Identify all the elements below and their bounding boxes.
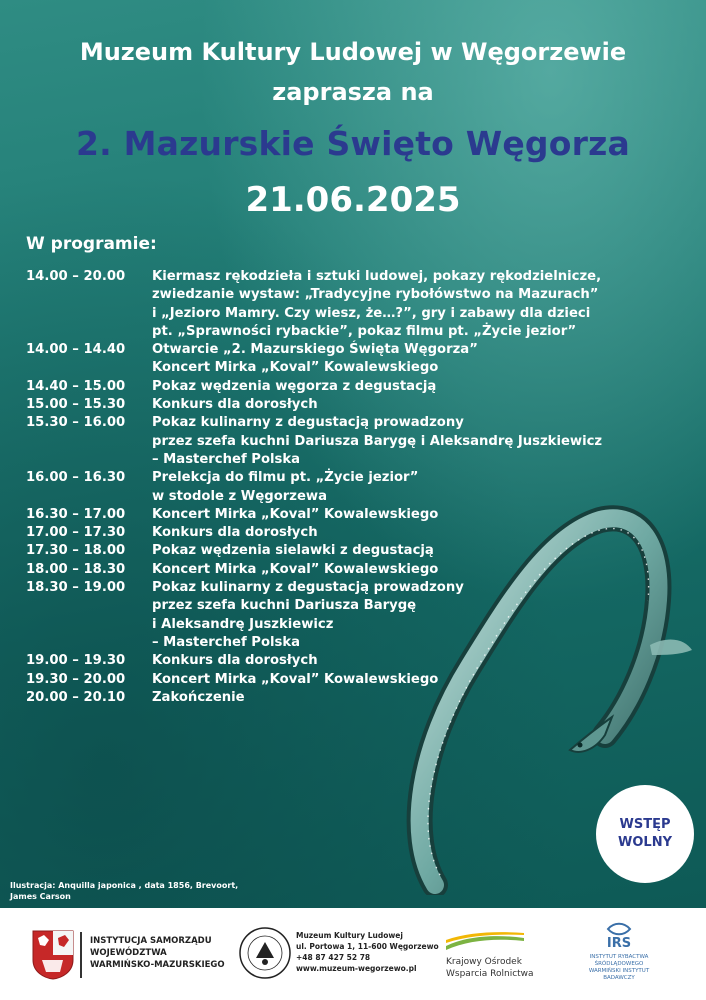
schedule-row — [26, 359, 686, 377]
schedule-row — [26, 488, 686, 506]
schedule-description: Pokaz wędzenia węgorza z degustacją — [152, 378, 437, 394]
program-title: W programie: — [26, 234, 157, 254]
schedule-row — [26, 469, 686, 487]
invite-text: zaprasza na — [272, 78, 434, 106]
schedule-description: Prelekcja do filmu pt. „Życie jezior” — [152, 470, 419, 486]
schedule-time: 18.00 – 18.30 — [26, 561, 126, 577]
schedule-time — [26, 359, 152, 377]
schedule-row — [26, 341, 686, 359]
free-entry-badge — [596, 785, 694, 883]
schedule-description: i Aleksandrę Juszkiewicz — [152, 616, 334, 632]
schedule-row — [26, 286, 686, 304]
schedule-time: 16.00 – 16.30 — [26, 470, 126, 486]
schedule-time: 17.00 – 17.30 — [26, 525, 126, 541]
schedule-description: Pokaz kulinarny z degustacją prowadzony — [152, 580, 464, 596]
schedule-description: Koncert Mirka „Koval” Kowalewskiego — [152, 671, 439, 687]
museum-name: Muzeum Kultury Ludowej — [296, 931, 403, 940]
schedule-description: – Masterchef Polska — [152, 634, 301, 650]
schedule-time: 14.00 – 20.00 — [26, 269, 126, 284]
schedule-description: Konkurs dla dorosłych — [152, 653, 318, 669]
schedule-description: przez szefa kuchni Dariusza Barygę i Aleksandrę Juszkiewicz — [152, 433, 603, 449]
schedule-time — [26, 597, 152, 615]
credit-line2: James Carson — [10, 892, 71, 901]
irs-text — [580, 954, 658, 982]
kowr-text — [446, 956, 534, 980]
schedule-time: 14.00 – 14.40 — [26, 342, 126, 358]
schedule-time: 17.30 – 18.00 — [26, 543, 126, 559]
irs-line2: ŚRÓDLĄDOWEGO — [594, 961, 644, 967]
schedule-time — [26, 634, 152, 652]
schedule-description: przez szefa kuchni Dariusza Barygę — [152, 598, 417, 614]
schedule-time — [26, 433, 152, 451]
samorzad-line2: WOJEWÓDZTWA — [90, 948, 167, 958]
samorzad-text — [90, 935, 225, 971]
schedule-time — [26, 305, 152, 323]
samorzad-line3: WARMIŃSKO-MAZURSKIEGO — [90, 960, 225, 970]
schedule-description: Koncert Mirka „Koval” Kowalewskiego — [152, 506, 439, 522]
illustration-credit — [10, 880, 240, 902]
schedule-description: Otwarcie „2. Mazurskiego Święta Węgorza” — [152, 342, 478, 358]
kowr-logo-icon — [446, 932, 524, 952]
credit-line1: Ilustracja: Anquilla japonica , data 1856, Brevoort, — [10, 881, 239, 890]
schedule-time: 20.00 – 20.10 — [26, 689, 126, 705]
irs-fish-icon — [606, 922, 632, 936]
sponsor-footer — [0, 908, 706, 1000]
schedule-row — [26, 268, 686, 286]
schedule-time: 15.30 – 16.00 — [26, 415, 126, 431]
museum-phone: +48 87 427 52 78 — [296, 953, 371, 962]
schedule-time — [26, 616, 152, 634]
schedule-row — [26, 414, 686, 432]
museum-address: ul. Portowa 1, 11-600 Węgorzewo — [296, 942, 439, 951]
museum-contact — [296, 930, 439, 974]
schedule-row — [26, 451, 686, 469]
event-date: 21.06.2025 — [245, 180, 461, 220]
schedule-description: Zakończenie — [152, 689, 245, 705]
schedule-time — [26, 286, 152, 304]
schedule-description: Pokaz wędzenia sielawki z degustacją — [152, 543, 434, 559]
kowr-line1: Krajowy Ośrodek — [446, 957, 522, 967]
badge-line2: WOLNY — [618, 835, 672, 850]
schedule-description: Pokaz kulinarny z degustacją prowadzony — [152, 415, 464, 431]
schedule-row — [26, 323, 686, 341]
schedule-description: – Masterchef Polska — [152, 451, 301, 467]
schedule-description: Koncert Mirka „Koval” Kowalewskiego — [152, 561, 439, 577]
schedule-time — [26, 323, 152, 341]
schedule-time — [26, 488, 152, 506]
museum-website: www.muzeum-wegorzewo.pl — [296, 964, 417, 973]
samorzad-line1: INSTYTUCJA SAMORZĄDU — [90, 936, 212, 946]
schedule-description: Koncert Mirka „Koval” Kowalewskiego — [152, 360, 439, 376]
schedule-time: 18.30 – 19.00 — [26, 580, 126, 596]
irs-abbr: IRS — [606, 936, 632, 951]
schedule-time: 14.40 – 15.00 — [26, 378, 126, 394]
schedule-description: pt. „Sprawności rybackie”, pokaz filmu pt. „Życie jezior” — [152, 323, 577, 339]
badge-line1: WSTĘP — [619, 817, 671, 832]
museum-seal-icon — [238, 926, 292, 980]
museum-heading: Muzeum Kultury Ludowej w Węgorzewie — [79, 38, 627, 66]
schedule-row — [26, 433, 686, 451]
coat-of-arms-icon — [32, 930, 74, 980]
schedule-description: Kiermasz rękodzieła i sztuki ludowej, pokazy rękodzielnicze, — [152, 269, 602, 284]
irs-line3: WARMIŃSKI INSTYTUT BADAWCZY — [588, 968, 650, 981]
kowr-line2: Wsparcia Rolnictwa — [446, 969, 534, 979]
schedule-row — [26, 305, 686, 323]
schedule-time: 16.30 – 17.00 — [26, 506, 126, 522]
schedule-time: 19.30 – 20.00 — [26, 671, 126, 687]
schedule-description: Konkurs dla dorosłych — [152, 397, 318, 413]
schedule-description: i „Jezioro Mamry. Czy wiesz, że…?”, gry i zabawy dla dzieci — [152, 305, 591, 321]
schedule-row — [26, 378, 686, 396]
schedule-time: 19.00 – 19.30 — [26, 653, 126, 669]
schedule-description: zwiedzanie wystaw: „Tradycyjne rybołówstwo na Mazurach” — [152, 287, 599, 303]
schedule-time — [26, 451, 152, 469]
schedule-time: 15.00 – 15.30 — [26, 397, 126, 413]
event-title: 2. Mazurskie Święto Węgorza — [76, 124, 630, 163]
schedule-description: Konkurs dla dorosłych — [152, 525, 318, 541]
divider — [80, 932, 82, 978]
schedule-description: w stodole z Węgorzewa — [152, 488, 328, 504]
irs-line1: INSTYTUT RYBACTWA — [589, 954, 649, 960]
schedule-row — [26, 396, 686, 414]
